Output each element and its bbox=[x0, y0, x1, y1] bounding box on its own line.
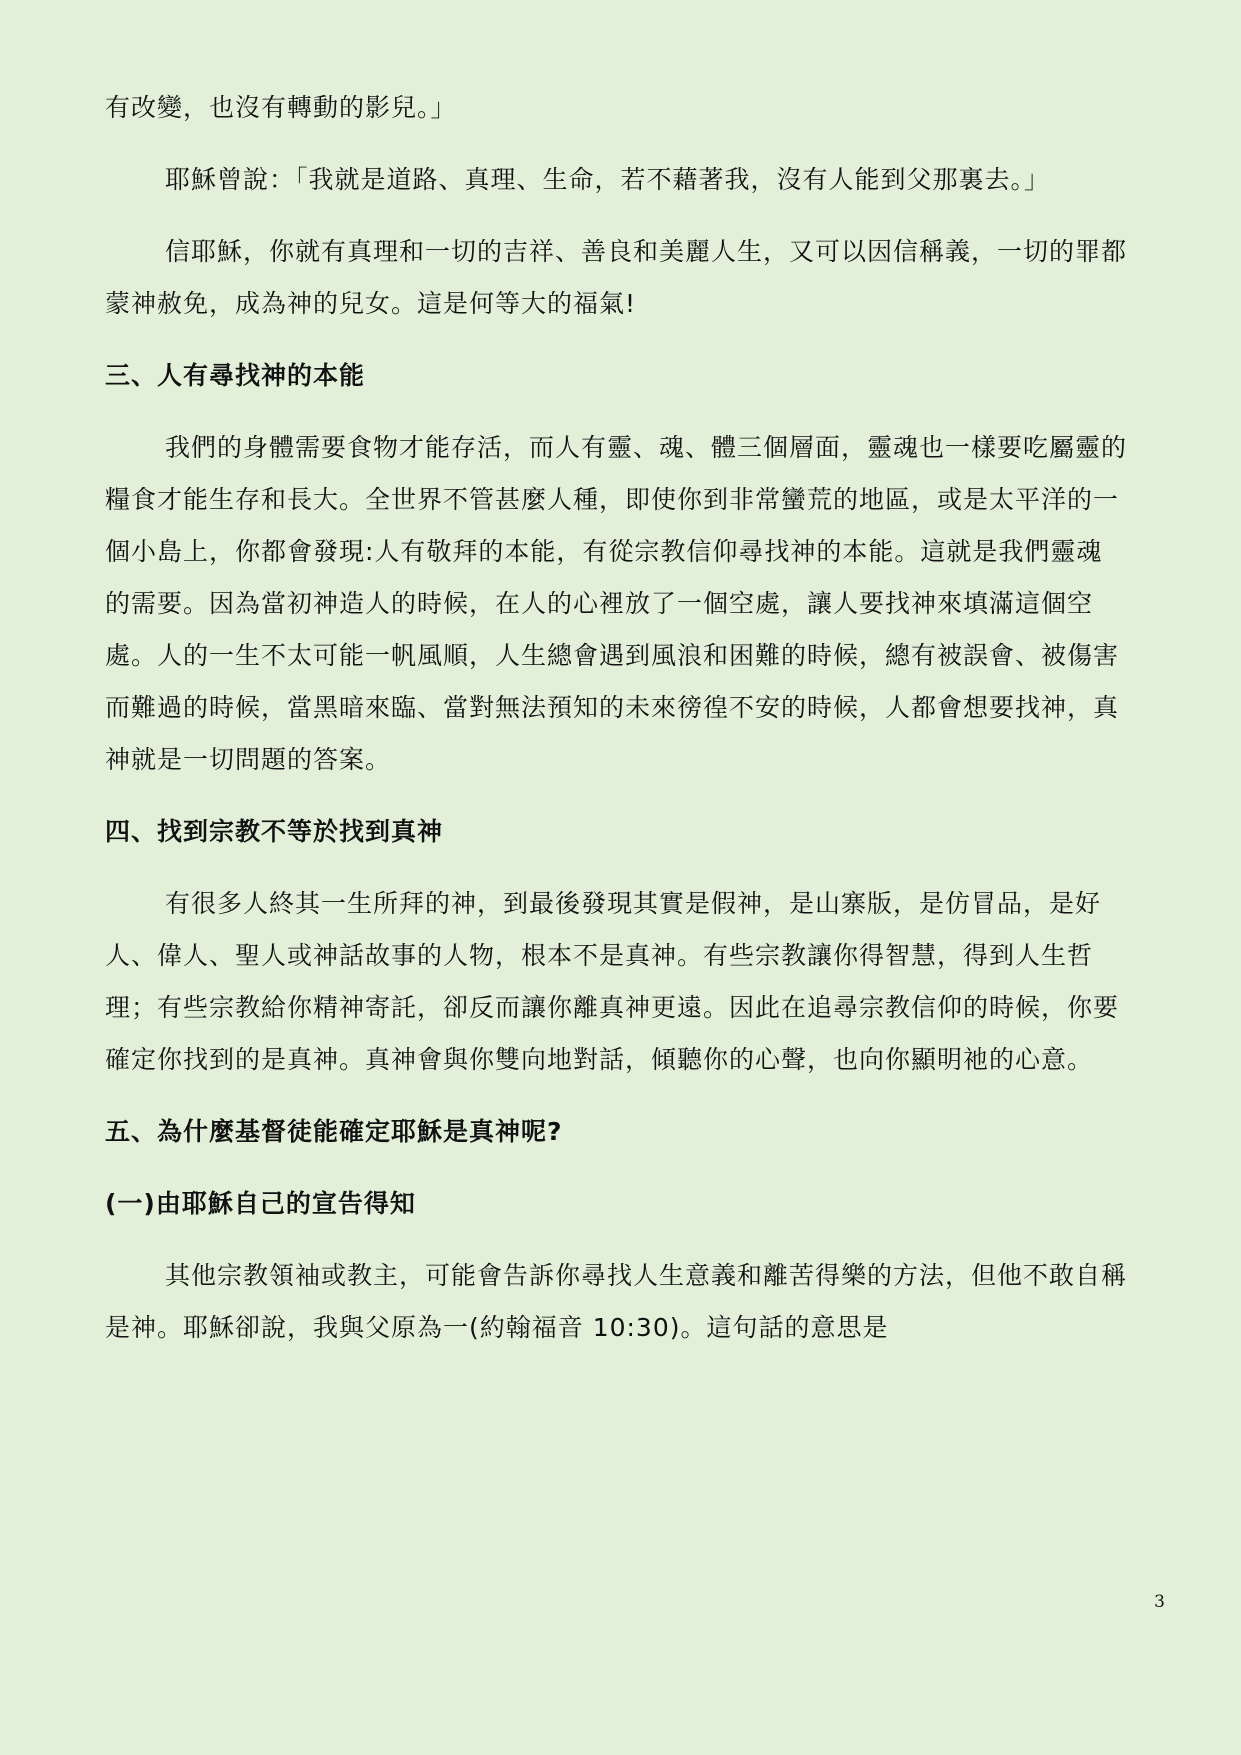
subsection-heading-1: (一)由耶穌自己的宣告得知 bbox=[105, 1189, 416, 1218]
paragraph-jesus-quote: 耶穌曾說：「我就是道路、真理、生命，若不藉著我，沒有人能到父那裏去。」 bbox=[165, 165, 1051, 194]
document-body bbox=[105, 82, 1127, 1374]
section-heading-3: 三、人有尋找神的本能 bbox=[105, 361, 366, 390]
section-heading-4: 四、找到宗教不等於找到真神 bbox=[105, 817, 444, 846]
paragraph-religion: 有很多人終其一生所拜的神，到最後發現其實是假神，是山寨版，是仿冒品，是好人、偉人、聖人或神話故事的人物，根本不是真神。有些宗教讓你得智慧，得到人生哲理；有些宗教給你精神寄託，卻反而讓你離真神更遠。因此在追尋宗教信仰的時候，你要確定你找到的是真神。真神會與你雙向地對話，傾聽你的心聲，也向你顯明祂的心意。 bbox=[105, 889, 1120, 1074]
paragraph-believe-jesus: 信耶穌，你就有真理和一切的吉祥、善良和美麗人生，又可以因信稱義，一切的罪都蒙神赦免，成為神的兒女。這是何等大的福氣! bbox=[105, 237, 1128, 318]
paragraph-declaration: 其他宗教領袖或教主，可能會告訴你尋找人生意義和離苦得樂的方法，但他不敢自稱是神。耶穌卻說，我與父原為一(約翰福音 10:30)。這句話的意思是 bbox=[105, 1261, 1128, 1342]
paragraph-instinct: 我們的身體需要食物才能存活，而人有靈、魂、體三個層面，靈魂也一樣要吃屬靈的糧食才能生存和長大。全世界不管甚麼人種，即使你到非常蠻荒的地區，或是太平洋的一個小島上，你都會發現:人有敬拜的本能，有從宗教信仰尋找神的本能。這就是我們靈魂的需要。因為當初神造人的時候，在人的心裡放了一個空處，讓人要找神來填滿這個空處。人的一生不太可能一帆風順，人生總會遇到風浪和困難的時候，總有被誤會、被傷害而難過的時候，當黑暗來臨、當對無法預知的未來徬徨不安的時候，人都會想要找神，真神就是一切問題的答案。 bbox=[105, 433, 1128, 774]
page-number: 3 bbox=[1154, 1592, 1165, 1612]
section-heading-5: 五、為什麼基督徒能確定耶穌是真神呢? bbox=[105, 1117, 563, 1146]
paragraph-continuation: 有改變，也沒有轉動的影兒。」 bbox=[105, 93, 457, 122]
